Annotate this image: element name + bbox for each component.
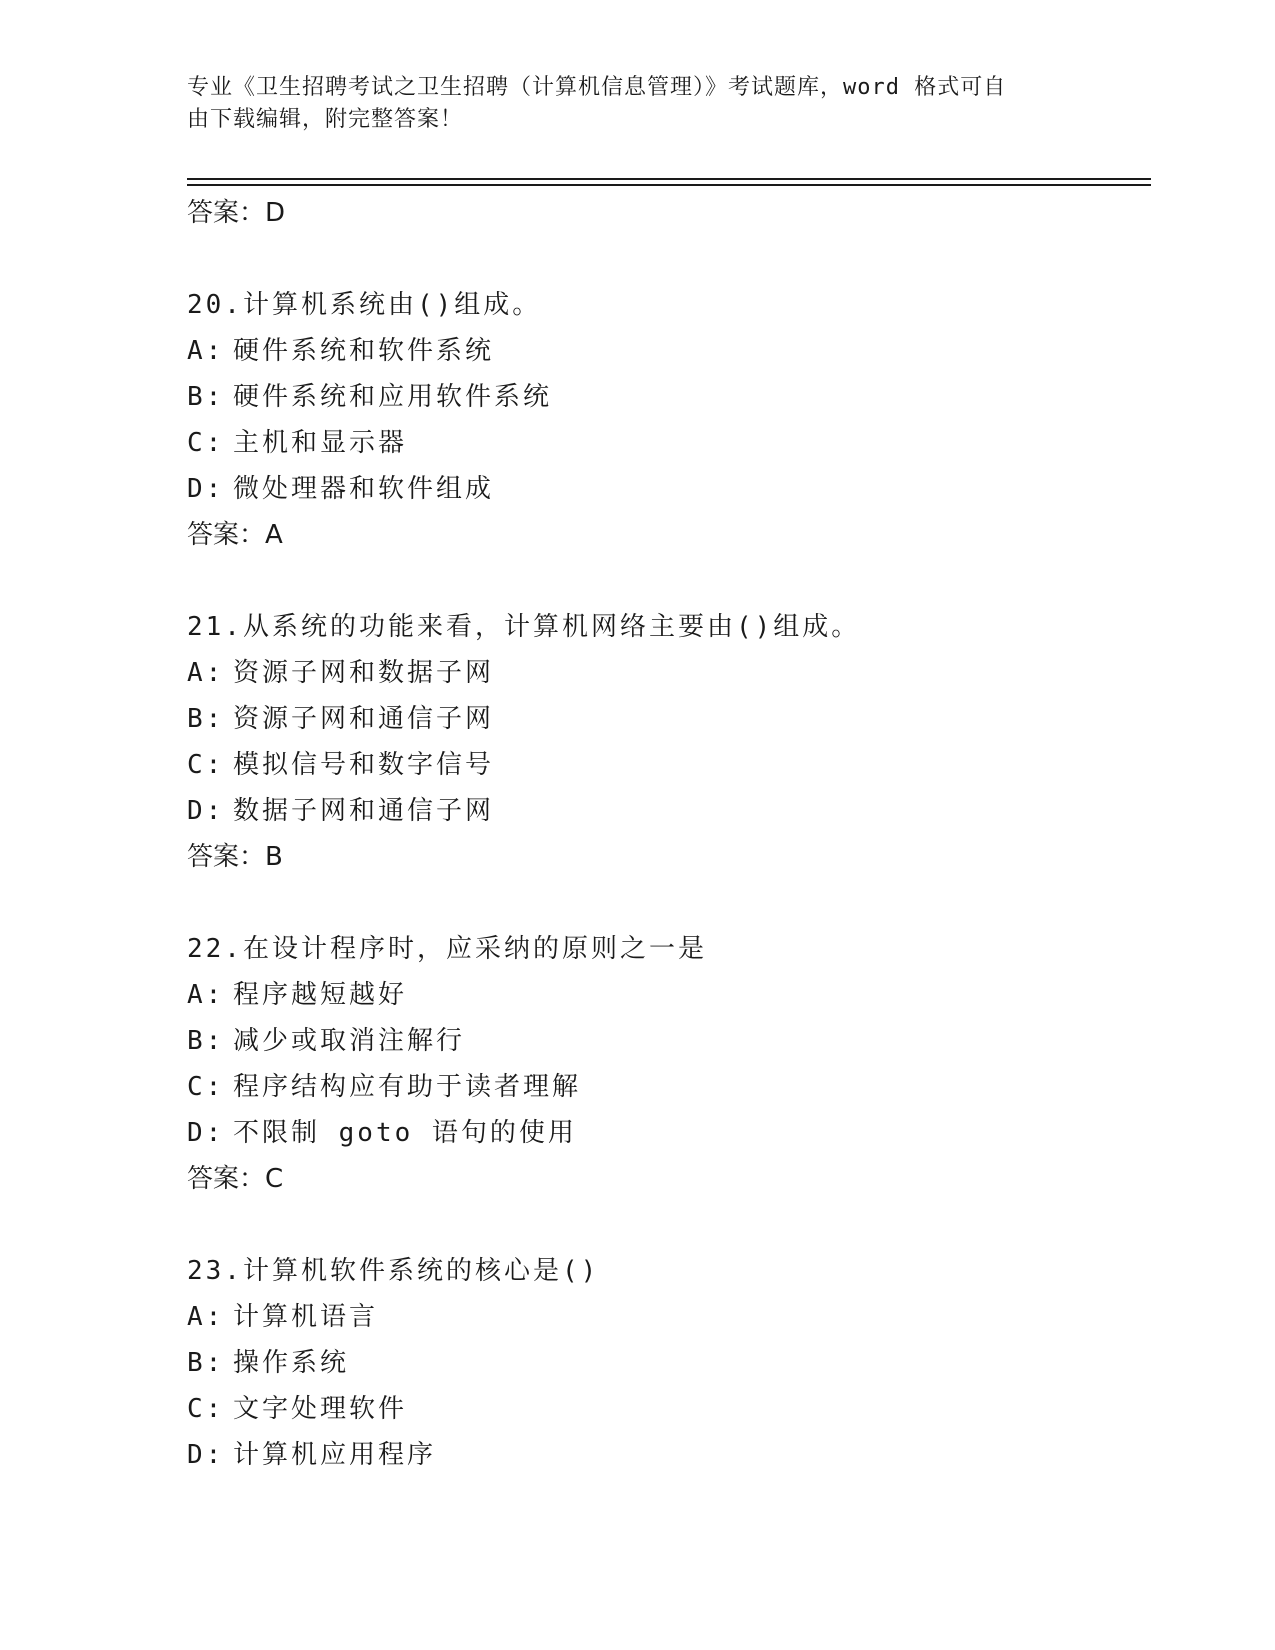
answer-line: 答案：C xyxy=(187,1164,284,1194)
header-line-1: 专业《卫生招聘考试之卫生招聘（计算机信息管理）》考试题库，word 格式可自 xyxy=(187,75,1007,100)
question-list xyxy=(187,190,1151,1478)
option-text: 减少或取消注解行 xyxy=(233,1026,466,1056)
option-c xyxy=(187,1386,1151,1432)
option-a xyxy=(187,328,1151,374)
spacer xyxy=(187,558,1151,604)
option-text: 硬件系统和软件系统 xyxy=(233,336,495,366)
option-letter: D: xyxy=(187,796,225,826)
option-letter: C: xyxy=(187,1394,225,1424)
option-letter: A: xyxy=(187,658,225,688)
option-letter: B: xyxy=(187,1026,225,1056)
header-divider-bottom xyxy=(187,184,1151,186)
option-letter: C: xyxy=(187,750,225,780)
question-stem: 21.从系统的功能来看，计算机网络主要由()组成。 xyxy=(187,612,861,642)
option-text: 计算机应用程序 xyxy=(233,1440,437,1470)
spacer xyxy=(187,1202,1151,1248)
spacer xyxy=(187,236,1151,282)
question-block xyxy=(187,926,1151,1202)
option-d xyxy=(187,1110,1151,1156)
option-d xyxy=(187,1432,1151,1478)
header-divider-top xyxy=(187,178,1151,180)
option-a xyxy=(187,1294,1151,1340)
option-b xyxy=(187,696,1151,742)
option-text: 文字处理软件 xyxy=(233,1394,408,1424)
option-d xyxy=(187,466,1151,512)
option-text: 模拟信号和数字信号 xyxy=(233,750,495,780)
option-text: 资源子网和通信子网 xyxy=(233,704,495,734)
option-text: 主机和显示器 xyxy=(233,428,408,458)
question-stem: 20.计算机系统由()组成。 xyxy=(187,290,542,320)
option-text: 程序结构应有助于读者理解 xyxy=(233,1072,582,1102)
option-text: 操作系统 xyxy=(233,1348,350,1378)
option-text: 数据子网和通信子网 xyxy=(233,796,495,826)
option-letter: B: xyxy=(187,382,225,412)
option-letter: D: xyxy=(187,1440,225,1470)
option-text: 不限制 goto 语句的使用 xyxy=(233,1118,577,1148)
option-letter: C: xyxy=(187,428,225,458)
option-text: 微处理器和软件组成 xyxy=(233,474,495,504)
option-b xyxy=(187,1018,1151,1064)
question-block xyxy=(187,604,1151,880)
question-block xyxy=(187,282,1151,558)
question-block xyxy=(187,1248,1151,1478)
option-letter: C: xyxy=(187,1072,225,1102)
option-letter: A: xyxy=(187,336,225,366)
option-letter: B: xyxy=(187,1348,225,1378)
option-a xyxy=(187,972,1151,1018)
option-letter: B: xyxy=(187,704,225,734)
option-letter: D: xyxy=(187,474,225,504)
option-c xyxy=(187,1064,1151,1110)
option-b xyxy=(187,1340,1151,1386)
option-d xyxy=(187,788,1151,834)
question-stem: 23.计算机软件系统的核心是() xyxy=(187,1256,600,1286)
option-letter: A: xyxy=(187,1302,225,1332)
option-text: 程序越短越好 xyxy=(233,980,408,1010)
spacer xyxy=(187,880,1151,926)
answer-line: 答案：D xyxy=(187,198,286,228)
question-stem: 22.在设计程序时，应采纳的原则之一是 xyxy=(187,934,707,964)
option-text: 资源子网和数据子网 xyxy=(233,658,495,688)
option-text: 硬件系统和应用软件系统 xyxy=(233,382,553,412)
option-b xyxy=(187,374,1151,420)
option-text: 计算机语言 xyxy=(233,1302,379,1332)
header-line-2: 由下载编辑，附完整答案！ xyxy=(187,107,464,132)
answer-line: 答案：A xyxy=(187,520,283,550)
option-letter: D: xyxy=(187,1118,225,1148)
option-letter: A: xyxy=(187,980,225,1010)
option-c xyxy=(187,420,1151,466)
document-header xyxy=(187,72,1067,136)
answer-line: 答案：B xyxy=(187,842,283,872)
option-c xyxy=(187,742,1151,788)
option-a xyxy=(187,650,1151,696)
